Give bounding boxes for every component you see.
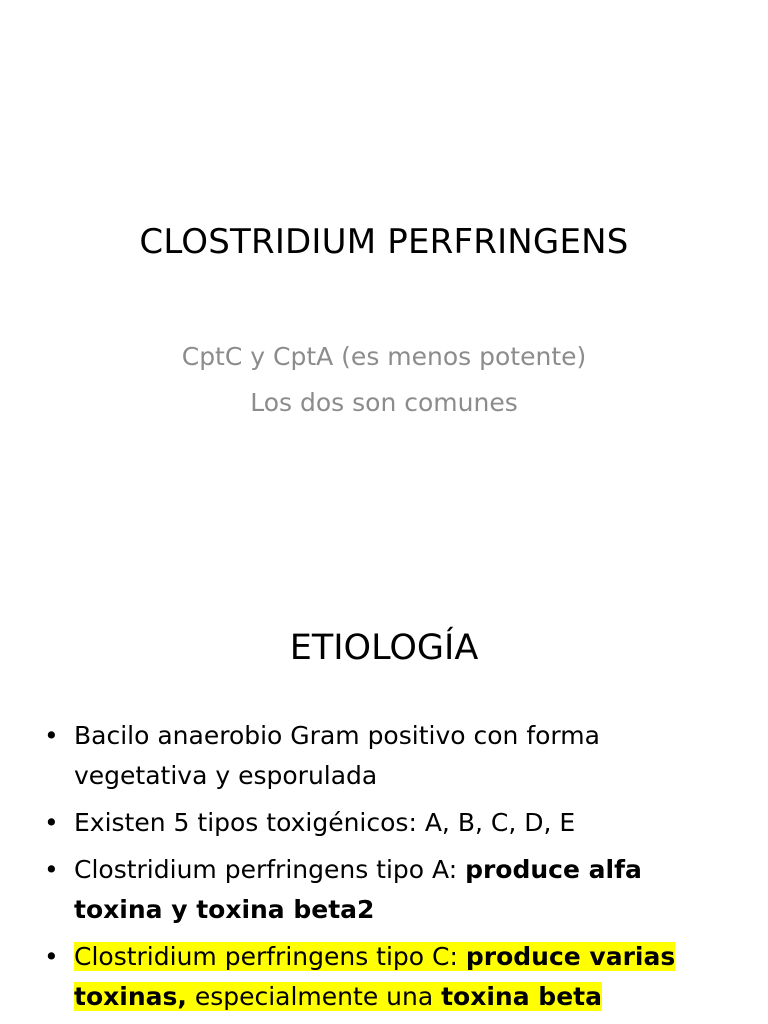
subtitle-line: Los dos son comunes — [250, 388, 518, 417]
bullet-text: Clostridium perfringens tipo A: — [74, 855, 466, 884]
bullet-item — [44, 716, 734, 796]
bullet-icon: • — [44, 942, 59, 971]
bullet-item-highlighted — [44, 937, 734, 1017]
slide-title: CLOSTRIDIUM PERFRINGENS — [139, 222, 629, 262]
slide-subtitle — [0, 334, 768, 426]
bullet-list — [44, 716, 734, 1024]
bullet-icon: • — [44, 721, 59, 750]
subtitle-line: CptC y CptA (es menos potente) — [181, 342, 587, 371]
bullet-text: Bacilo anaerobio Gram positivo con forma vegetativa y esporulada — [74, 721, 600, 790]
bullet-item — [44, 850, 734, 930]
bullet-icon: • — [44, 855, 59, 884]
bullet-item — [44, 803, 734, 843]
slide-title: ETIOLOGÍA — [289, 628, 479, 668]
bullet-text-bold: produce alfa toxina y toxina beta2 — [74, 855, 642, 924]
bullet-text: Existen 5 tipos toxigénicos: A, B, C, D, E — [74, 808, 576, 837]
slide-2 — [0, 576, 768, 1024]
bullet-icon: • — [44, 808, 59, 837]
bullet-text-bold: produce varias toxinas, — [74, 942, 676, 1011]
bullet-text: especialmente una — [186, 982, 442, 1011]
highlighted-text — [74, 942, 675, 1011]
bullet-text: Clostridium perfringens tipo C: — [74, 942, 466, 971]
bullet-text-bold: toxina beta — [441, 982, 602, 1011]
